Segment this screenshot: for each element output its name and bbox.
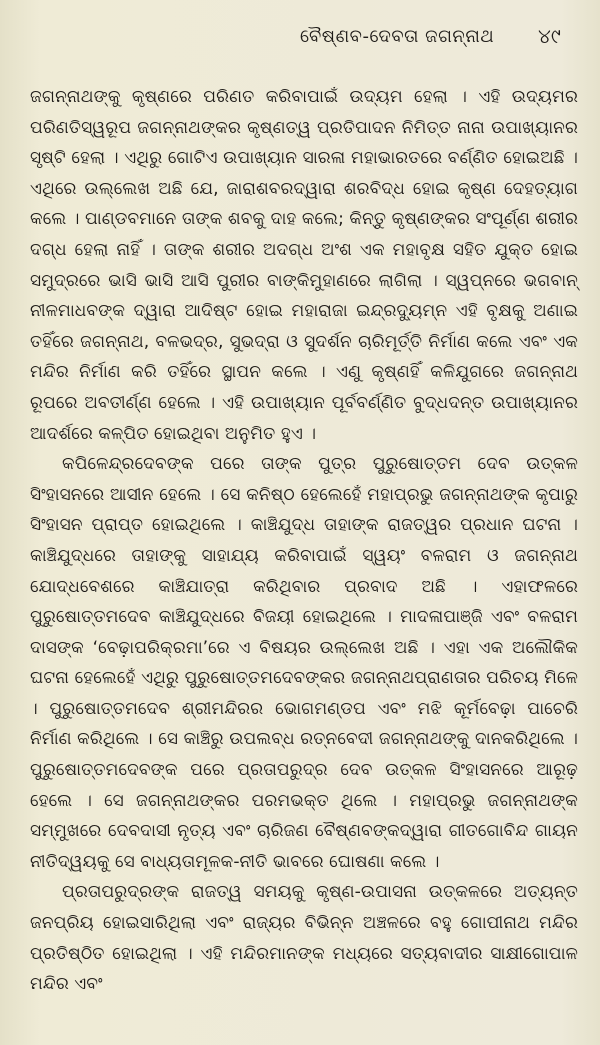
paragraph-1: ଜଗନ୍ନାଥଙ୍କୁ କୃଷ୍ଣରେ ପରିଣତ କରିବାପାଇଁ ଉଦ୍ୟମ ହେଲା । ଏହି ଉଦ୍ୟମର ପରିଣତିସ୍ୱରୂପ ଜଗନ୍ନାଥଙ୍କର କୃଷ୍ଣତ୍ୱ ପ୍ରତିପାଦନ ନିମିତ୍ତ ନାନା ଉପାଖ୍ୟାନର ସୃଷ୍ଟି ହେଲା । ଏଥିରୁ ଗୋଟିଏ ଉପାଖ୍ୟାନ ସାରଳା ମହାଭାରତରେ ବର୍ଣ୍ଣିତ ହୋଇଅଛି । ଏଥିରେ ଉଲ୍ଲେଖ ଅଛି ଯେ, ଜାରାଶବରଦ୍ୱାରା ଶରବିଦ୍ଧ ହୋଇ କୃଷ୍ଣ ଦେହତ୍ୟାଗ କଲେ । ପାଣ୍ଡବମାନେ ତାଙ୍କ ଶବକୁ ଦାହ କଲେ; କିନ୍ତୁ କୃଷ୍ଣଙ୍କର ସଂପୂର୍ଣ୍ଣ ଶରୀର ଦଗ୍ଧ ହେଲା ନାହିଁ । ତାଙ୍କ ଶରୀର ଅଦଗ୍ଧ ଅଂଶ ଏକ ମହାବୃକ୍ଷ ସହିତ ଯୁକ୍ତ ହୋଇ ସମୁଦ୍ରରେ ଭାସି ଭାସି ଆସି ପୁରୀର ବାଙ୍କିମୁହାଣରେ ଲାଗିଲା । ସ୍ୱପ୍ନରେ ଭଗବାନ୍ ନୀଳମାଧବଙ୍କ ଦ୍ୱାରା ଆଦିଷ୍ଟ ହୋଇ ମହାରାଜା ଇନ୍ଦ୍ରଦ୍ୟୁମ୍ନ ଏହି ବୃକ୍ଷକୁ ଅଣାଇ ତହିଁରେ ଜଗନ୍ନାଥ, ବଳଭଦ୍ର, ସୁଭଦ୍ରା ଓ ସୁଦର୍ଶନ ଚାରିମୂର୍ତ୍ତି ନିର୍ମାଣ କଲେ ଏବଂ ଏକ ମନ୍ଦିର ନିର୍ମାଣ କରି ତହିଁରେ ସ୍ଥାପନ କଲେ । ଏଣୁ କୃଷ୍ଣହିଁ କଳିଯୁଗରେ ଜଗନ୍ନାଥ ରୂପରେ ଅବତୀର୍ଣ୍ଣ ହେଲେ । ଏହି ଉପାଖ୍ୟାନ ପୂର୍ବବର୍ଣ୍ଣିତ ବୁଦ୍ଧଦନ୍ତ ଉପାଖ୍ୟାନର ଆଦର୍ଶରେ କଳ୍ପିତ ହୋଇଥିବା ଅନୁମିତ ହୁଏ । [30, 87, 578, 444]
paragraph-3: ପ୍ରତାପରୁଦ୍ରଙ୍କ ରାଜତ୍ୱ ସମୟକୁ କୃଷ୍ଣ-ଉପାସନା ଉତ୍କଳରେ ଅତ୍ୟନ୍ତ ଜନପ୍ରିୟ ହୋଇସାରିଥିଲା ଏବଂ ରାଜ୍ୟର ବିଭିନ୍ନ ଅଞ୍ଚଳରେ ବହୁ ଗୋପୀନାଥ ମନ୍ଦିର ପ୍ରତିଷ୍ଠିତ ହୋଇଥିଲା । ଏହି ମନ୍ଦିରମାନଙ୍କ ମଧ୍ୟରେ ସତ୍ୟବାଦୀର ସାକ୍ଷୀଗୋପାଳ ମନ୍ଦିର ଏବଂ [30, 882, 578, 995]
running-head: ବୈଷ୍ଣବ-ଦେବତା ଜଗନ୍ନାଥ [300, 26, 495, 47]
paragraph-2: କପିଳେନ୍ଦ୍ରଦେବଙ୍କ ପରେ ତାଙ୍କ ପୁତ୍ର ପୁରୁଷୋତ୍ତମ ଦେବ ଉତ୍କଳ ସିଂହାସନରେ ଆସୀନ ହେଲେ । ସେ କନିଷ୍ଠ ହେଲେହେଁ ମହାପ୍ରଭୁ ଜଗନ୍ନାଥଙ୍କ କୃପାରୁ ସିଂହାସନ ପ୍ରାପ୍ତ ହୋଇଥିଲେ । କାଞ୍ଚିଯୁଦ୍ଧ ତାହାଙ୍କ ରାଜତ୍ୱର ପ୍ରଧାନ ଘଟନା । କାଞ୍ଚିଯୁଦ୍ଧରେ ତାହାଙ୍କୁ ସାହାଯ୍ୟ କରିବାପାଇଁ ସ୍ୱୟଂ ବଳରାମ ଓ ଜଗନ୍ନାଥ ଯୋଦ୍ଧବେଶରେ କାଞ୍ଚିଯାତ୍ରା କରିଥିବାର ପ୍ରବାଦ ଅଛି । ଏହାଫଳରେ ପୁରୁଷୋତ୍ତମଦେବ କାଞ୍ଚିଯୁଦ୍ଧରେ ବିଜୟୀ ହୋଇଥିଲେ । ମାଦଳାପାଞ୍ଜି ଏବଂ ବଳରାମ ଦାସଙ୍କ ‘ବେଢ଼ାପରିକ୍ରମା’ରେ ଏ ବିଷୟର ଉଲ୍ଲେଖ ଅଛି । ଏହା ଏକ ଅଲୌକିକ ଘଟନା ହେଲେହେଁ ଏଥିରୁ ପୁରୁଷୋତ୍ତମଦେବଙ୍କର ଜଗନ୍ନାଥପ୍ରାଣତାର ପରିଚୟ ମିଳେ । ପୁରୁଷୋତ୍ତମଦେବ ଶ୍ରୀମନ୍ଦିରର ଭୋଗମଣ୍ଡପ ଏବଂ ମଝି କୂର୍ମବେଢ଼ା ପାଚେରି ନିର୍ମାଣ କରିଥିଲେ । ସେ କାଞ୍ଚିରୁ ଉପଲବ୍ଧ ରତ୍ନବେଦୀ ଜଗନ୍ନାଥଙ୍କୁ ଦାନକରିଥିଲେ । ପୁରୁଷୋତ୍ତମଦେବଙ୍କ ପରେ ପ୍ରତାପରୁଦ୍ର ଦେବ ଉତ୍କଳ ସିଂହାସନରେ ଆରୂଢ଼ ହେଲେ । ସେ ଜଗନ୍ନାଥଙ୍କର ପରମଭକ୍ତ ଥିଲେ । ମହାପ୍ରଭୁ ଜଗନ୍ନାଥଙ୍କ ସମ୍ମୁଖରେ ଦେବଦାସୀ ନୃତ୍ୟ ଏବଂ ଚାରିଜଣ ବୈଷ୍ଣବଙ୍କଦ୍ୱାରା ଗୀତଗୋବିନ୍ଦ ଗାୟନ ନୀତିଦ୍ୱୟକୁ ସେ ବାଧ୍ୟତାମୂଳକ-ନୀତି ଭାବରେ ଘୋଷଣା କଲେ । [30, 454, 578, 872]
body-text [30, 82, 578, 1000]
page-number: ୪୯ [538, 24, 561, 48]
